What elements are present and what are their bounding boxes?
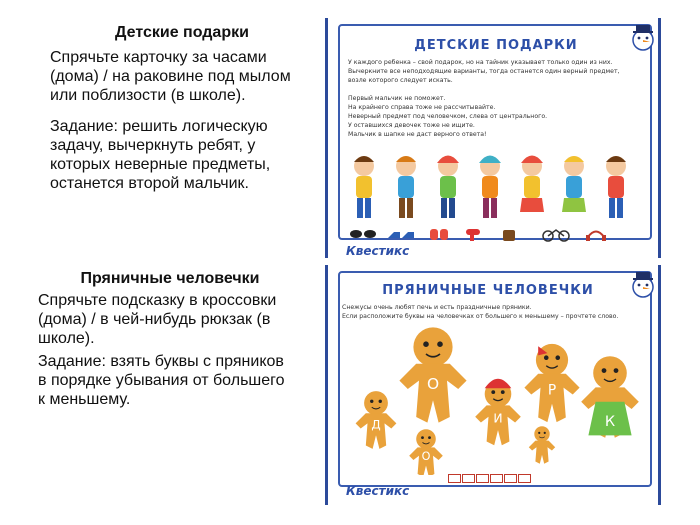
hairdryer-icon bbox=[466, 229, 480, 241]
snowman-icon bbox=[630, 269, 656, 299]
snowman-icon bbox=[630, 22, 656, 52]
answer-boxes bbox=[448, 474, 531, 483]
gingerbread-task-text: Задание: взять буквы с пряников в порядке убывания от большего к меньшему. bbox=[38, 353, 285, 408]
items-illustration bbox=[348, 226, 648, 242]
gifts-hiding-instructions: Спрячьте карточку за часами (дома) / на раковине под мылом или поблизости (в школе). bbox=[50, 49, 291, 104]
answer-box bbox=[462, 474, 475, 483]
svg-text:Р: Р bbox=[547, 382, 557, 399]
child-7 bbox=[606, 156, 626, 218]
svg-text:И: И bbox=[493, 411, 503, 426]
gingerbread-k bbox=[581, 356, 639, 438]
headphones-icon bbox=[586, 232, 606, 242]
card-title: ДЕТСКИЕ ПОДАРКИ bbox=[414, 38, 578, 53]
answer-box bbox=[518, 474, 531, 483]
gingerbread-i bbox=[475, 379, 521, 446]
card-title: ПРЯНИЧНЫЕ ЧЕЛОВЕЧКИ bbox=[382, 283, 594, 298]
bag-icon bbox=[503, 230, 515, 241]
section-title-gifts: Детские подарки bbox=[115, 24, 249, 41]
card-text: Снежусы очень любят печь и есть праздничные пряники. Если расположите буквы на человечках от большего к меньшему – прочтете слово. bbox=[342, 304, 619, 320]
gingerbread-puzzle-card bbox=[325, 265, 661, 505]
child-6 bbox=[562, 156, 586, 212]
bicycle-icon bbox=[543, 230, 569, 241]
answer-box bbox=[476, 474, 489, 483]
child-5 bbox=[520, 156, 544, 213]
gifts-task-text: Задание: решить логическую задачу, вычеркнуть ребят, у которых неверные предметы, останется второй мальчик. bbox=[50, 118, 271, 192]
children-illustration bbox=[344, 150, 650, 222]
gingerbread-o-large bbox=[399, 327, 466, 422]
shoes-icon bbox=[388, 232, 414, 238]
child-4 bbox=[479, 156, 501, 219]
child-1 bbox=[354, 156, 374, 218]
answer-box bbox=[504, 474, 517, 483]
child-3 bbox=[437, 156, 459, 219]
svg-text:О: О bbox=[426, 375, 440, 393]
section-title-gingerbread: Пряничные человечки bbox=[80, 270, 260, 287]
card-text: У каждого ребенка – свой подарок, но на тайник указывает только один из них. Вычеркните все неподходящие варианты, тогда останется один верный предмет, возле которого следует искать. Первый мальчик не поможет. На крайнего справа тоже не рассчитывайте. Неверный предмет под человечком, слева от центрального. У оставшихся девочек тоже не ищите. Мальчик в шапке не даст верного ответа! bbox=[348, 59, 620, 138]
gingerbread-tiny bbox=[529, 426, 555, 463]
gingerbread-hiding-instructions: Спрячьте подсказку в кроссовки (дома) / в чей-нибудь рюкзак (в школе). bbox=[38, 292, 277, 347]
svg-text:О: О bbox=[421, 450, 431, 463]
gingerbread-r bbox=[524, 344, 579, 422]
gloves-icon bbox=[430, 229, 448, 240]
answer-box bbox=[448, 474, 461, 483]
brand-logo: Квестикс bbox=[346, 484, 410, 498]
answer-box bbox=[490, 474, 503, 483]
gingerbread-d bbox=[356, 391, 397, 449]
brand-logo: Квестикс bbox=[346, 244, 410, 258]
gingerbread-o-small bbox=[409, 429, 443, 475]
sunglasses-icon bbox=[350, 230, 376, 238]
gifts-puzzle-card bbox=[325, 18, 661, 258]
svg-text:Д: Д bbox=[371, 417, 381, 432]
svg-text:К: К bbox=[604, 413, 616, 430]
gingerbread-illustration bbox=[338, 325, 658, 475]
child-2 bbox=[396, 156, 416, 218]
